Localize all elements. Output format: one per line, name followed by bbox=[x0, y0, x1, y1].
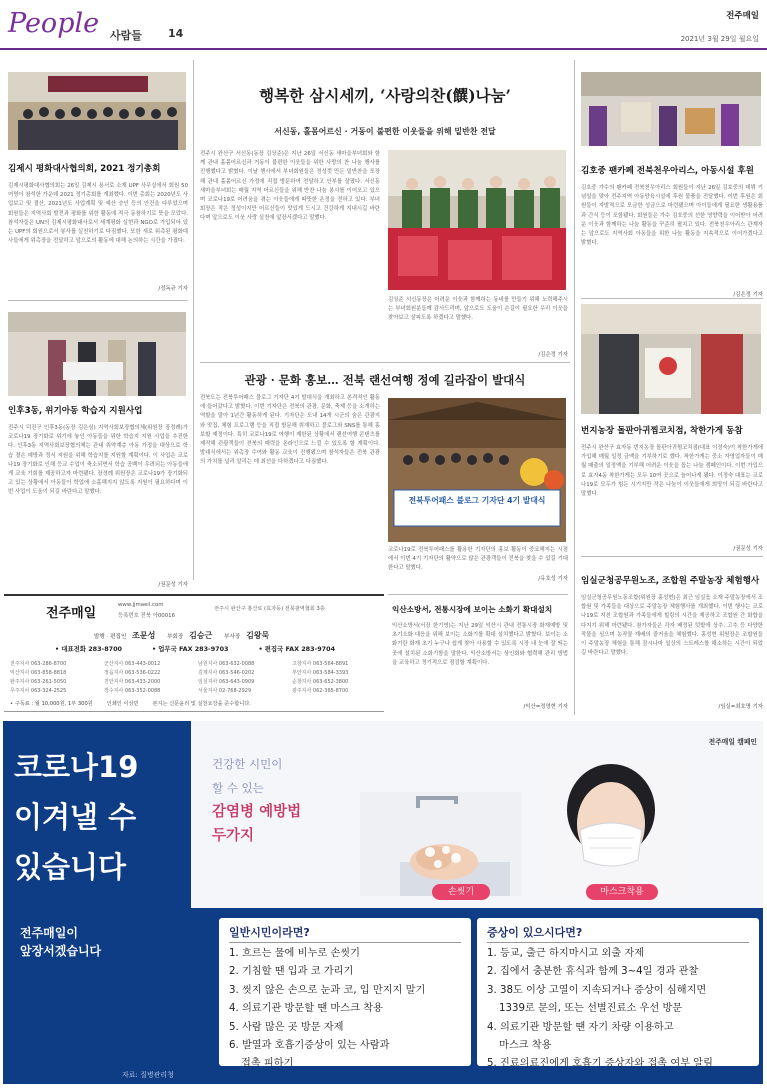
gimje-photo bbox=[8, 72, 186, 150]
box-symptoms-item: 마스크 착용 bbox=[499, 1040, 552, 1052]
handwash-icon bbox=[360, 792, 522, 896]
gimje-headline: 김제시 평화대사협의회, 2021 정기총회 bbox=[8, 164, 161, 174]
branch-contact: 임실지사 063-643-0909 bbox=[198, 679, 255, 685]
printer-info: 인쇄인 이상민 bbox=[106, 701, 139, 707]
branch-contact: 광주지사 062-365-8700 bbox=[292, 688, 349, 694]
branch-contact: 순창지사 063-652-3800 bbox=[292, 679, 349, 685]
section-title-en: People bbox=[8, 8, 100, 39]
ad-tagline-line: 앞장서겠습니다 bbox=[20, 944, 102, 958]
iksan-headline: 익산소방서, 전통시장에 보이는 소화기 확대설치 bbox=[392, 605, 553, 614]
main-subtitle: 서신동, 홀몸어르신 · 거동이 불편한 이웃들을 위해 밑반찬 전달 bbox=[274, 127, 496, 136]
box-general-item: 2. 기침할 땐 입과 코 가리기 bbox=[229, 966, 354, 978]
iksan-byline: /익산=정영현 기자 bbox=[523, 704, 568, 710]
main-body2: 김상준 서신동장은 어려운 이웃과 함께하는 동네를 만들기 위해 노력해주시는 부녀회원분들께 감사드리며, 앞으로도 도움이 손길이 필요한 우리 이웃을 찾아보고 살피도록 하겠다고 말했다. bbox=[388, 297, 568, 322]
inhu-byline: /권문성 기자 bbox=[158, 582, 188, 588]
page-number: 14 bbox=[168, 27, 184, 40]
inhu-body: 전주시 덕진구 인후3동(동장 김은심) 지역사회보장협의체(위원장 장정례)가 코로나19 장기화로 위기에 놓인 아동들을 위한 학습지 지원 사업을 추진한다. 인후3동 지역사회보장협의체는 관내 취약계층 아동 가정을 대상으로 학습 결손 예방과 정서 지원을 위해 학습지를 지원할 계획이다. 이 사업은 코로나19 장기화로 인해 등교 수업이 축소되면서 학습 공백이 우려되는 아동들에게 교육 기회를 제공하고자 마련됐다. 장정례 위원장은 코로나19가 장기화되고 있는 상황에서 아동들이 학업에 소홀해지지 않도록 지원이 필요하다며 이번 사업이 도움이 되길 바란다고 말했다. bbox=[8, 425, 188, 496]
group-photo bbox=[8, 72, 186, 150]
tour-photo bbox=[388, 398, 566, 542]
main-photo bbox=[388, 150, 566, 290]
banji-award-photo bbox=[581, 304, 761, 414]
donation-group-photo bbox=[581, 72, 761, 146]
ad-box-symptoms bbox=[477, 918, 759, 1070]
box-symptoms-item: 1339로 문의, 또는 선별진료소 우선 방문 bbox=[499, 1003, 683, 1015]
masthead-address: 전주시 완산구 홍산로 (효자동) 전북광역협회 3층 bbox=[214, 606, 325, 612]
box-symptoms-item: 5. 진료의료진에게 호흡기 증상자와 접촉 여부 알림 bbox=[487, 1058, 713, 1070]
box-general-title: 일반시민이라면? bbox=[229, 926, 310, 939]
ceremony-photo bbox=[8, 312, 186, 396]
box-general-item: 1. 흐르는 물에 비누로 손씻기 bbox=[229, 948, 360, 959]
dept-name: 김왕묵 bbox=[246, 631, 270, 640]
donation-body: 김호중 가수의 팬카페 전북천우아리스 회원들이 지난 26일 김호중의 데뷔 기념일을 맞아 전주지역 아동양육시설에 후원 물품을 전달했다. 이번 후원은 회원들이 자발적으로 모금한 성금으로 마련됐으며 아이들에게 필요한 생활용품과 간식 등이 포함됐다. 회원들은 가수 김호중의 선한 영향력을 이어받아 어려운 이웃과 함께하는 나눔 활동을 꾸준히 펼치고 있다. 전북천우아리스 관계자는 앞으로도 지역사회 아동들을 위한 나눔 활동을 지속적으로 이어가겠다고 밝혔다. bbox=[581, 185, 763, 247]
publisher-name: 조문성 bbox=[132, 631, 156, 640]
volunteers-photo bbox=[388, 150, 566, 290]
fax-business: • 업무국 FAX 283-9703 bbox=[151, 645, 229, 653]
tour-headline: 관광 · 문화 홍보… 전북 랜선여행 정예 길라잡이 발대식 bbox=[244, 373, 526, 387]
vice-label: 부회장 bbox=[167, 634, 184, 640]
tour-group-photo bbox=[388, 398, 566, 542]
inhu-headline: 인후3동, 위기아동 학습지 지원사업 bbox=[8, 406, 143, 416]
branch-contact: 익산지사 063-858-8818 bbox=[10, 670, 67, 676]
main-headline: 행복한 삼시세끼, ‘사랑의찬(饌)나눔’ bbox=[259, 86, 511, 105]
branch-contact: 장수지사 063-352-0088 bbox=[104, 688, 161, 694]
banji-headline: 번지농장 돌판아귀찜코치점, 착한가게 동참 bbox=[581, 426, 743, 436]
ad-intro-highlight: 두가지 bbox=[212, 828, 255, 844]
branch-contact: 김제지사 063-546-0202 bbox=[198, 670, 255, 676]
donation-byline: /김은정 기자 bbox=[733, 292, 763, 298]
donation-photo bbox=[581, 72, 761, 146]
branch-contact: 완주지사 063-261-5050 bbox=[10, 679, 67, 685]
box-general-item: 4. 의료기관 방문할 땐 마스크 착용 bbox=[229, 1003, 383, 1015]
fax-editorial: • 편집국 FAX 283-9704 bbox=[258, 645, 336, 653]
phone-main: • 대표전화 283-8700 bbox=[54, 645, 122, 653]
masthead-reg: 등록번호 전북 아00016 bbox=[118, 613, 176, 619]
box-general-item: 5. 사람 많은 곳 방문 자제 bbox=[229, 1021, 344, 1033]
mask-pill: 마스크착용 bbox=[586, 884, 658, 900]
tour-body: 전북도는 전북투어패스 블로그 기자단 4기 발대식을 개최하고 본격적인 활동에 들어갔다고 밝혔다. 이번 기자단은 전북의 관광, 문화, 축제 등을 소개하는 역할을 맡아 1년간 활동하게 된다. 기자단은 도내 14개 시군의 숨은 관광지와 맛집, 체험 프로그램 등을 직접 방문해 취재하고 블로그와 SNS를 통해 홍보할 예정이다. 특히 코로나19로 여행이 제한된 상황에서 랜선여행 콘텐츠를 제작해 관광객들이 전북의 매력을 온라인으로 느낄 수 있도록 할 계획이다. 발대식에서는 위촉장 수여와 활동 교육이 진행됐으며 참석자들은 전북 관광의 가치를 널리 알리는 데 최선을 다하겠다고 다짐했다. bbox=[200, 395, 380, 466]
branch-contact: 서울지사 02-768-2929 bbox=[198, 688, 252, 694]
paper-name: 전주매일 bbox=[726, 11, 759, 21]
box-symptoms-item: 4. 의료기관 방문할 땐 자기 차량 이용하고 bbox=[487, 1021, 674, 1033]
mask-woman-icon bbox=[536, 758, 686, 896]
inhu-photo bbox=[8, 312, 186, 396]
section-title-ko: 사람들 bbox=[110, 29, 142, 42]
branch-contact: 남원지사 063-632-0088 bbox=[198, 661, 255, 667]
dept-label: 부사장 bbox=[224, 634, 241, 640]
box-symptoms-item: 1. 등교, 출근 하지마시고 외출 자제 bbox=[487, 948, 645, 959]
ad-tagline-line: 전주매일이 bbox=[20, 926, 78, 940]
banji-photo bbox=[581, 304, 761, 414]
branch-contact: 진안지사 063-433-2000 bbox=[104, 679, 161, 685]
branch-contact: 부안지사 063-584-3393 bbox=[292, 670, 349, 676]
box-symptoms-item: 3. 38도 이상 고열이 지속되거나 증상이 심해지면 bbox=[487, 984, 707, 996]
issue-date: 2021년 3월 29일 월요일 bbox=[680, 35, 759, 43]
branch-contact: 전주지사 063-286-8700 bbox=[10, 661, 67, 667]
ad-box-general bbox=[219, 918, 471, 1070]
masthead-url: www.jjmaeil.com bbox=[118, 602, 164, 608]
branch-contact: 고창지사 063-564-8891 bbox=[292, 661, 349, 667]
banji-byline: /권문성 기자 bbox=[733, 546, 763, 552]
ad-big-title bbox=[14, 742, 186, 892]
ad-campaign-label: 전주매일 캠페인 bbox=[708, 738, 757, 746]
ad-title-line: 있습니다 bbox=[14, 850, 127, 884]
box-general-item: 접촉 피하기 bbox=[241, 1058, 294, 1070]
tour-body2: 코로나19로 전북투어패스를 활용한 기자단의 홍보 활동이 중요해지는 시점에서 이번 4기 기자단의 활약으로 많은 관광객들이 전북을 찾을 수 있길 기대한다고 말했다. bbox=[388, 547, 568, 572]
main-body: 전주시 완산구 서신동(동장 김상준)은 지난 26일 서신동 새마을부녀회와 함께 관내 홀몸어르신과 거동이 불편한 이웃들을 위한 사랑의 찬 나눔 행사를 진행했다고 밝혔다. 이날 행사에서 부녀회원들은 정성껏 만든 밑반찬을 포장해 관내 홀몸어르신 가정에 직접 방문하여 전달하고 안부를 살폈다. 서신동 새마을부녀회는 매월 지역 어르신들을 위해 반찬 나눔 봉사를 이어오고 있으며 코로나19로 어려움을 겪는 이웃들에게 따뜻한 온정을 전하고 있다. 부녀회장은 작은 정성이지만 어르신들이 맛있게 드시고 건강하게 지내시길 바란다며 앞으로도 이웃 사랑 실천에 앞장서겠다고 말했다. bbox=[200, 151, 380, 222]
masthead-logo: 전주매일 bbox=[46, 606, 97, 621]
union-byline: /임실=최호명 기자 bbox=[718, 704, 763, 710]
publisher-label: 발행 · 편집인 bbox=[94, 634, 127, 640]
handwash-pill: 손씻기 bbox=[432, 884, 490, 900]
mask-illustration bbox=[536, 758, 686, 896]
ad-intro-line: 건강한 시민이 bbox=[212, 757, 283, 771]
main-byline: /김은정 기자 bbox=[538, 352, 568, 358]
ad-intro-highlight: 감염병 예방법 bbox=[212, 804, 302, 820]
ad-source: 자료: 질병관리청 bbox=[122, 1071, 174, 1079]
box-symptoms-item: 2. 집에서 충분한 휴식과 함께 3~4일 경과 관찰 bbox=[487, 966, 699, 978]
box-general-item: 6. 발열과 호흡기증상이 있는 사람과 bbox=[229, 1040, 390, 1052]
ad-title-line: 이겨낼 수 bbox=[14, 800, 137, 834]
gimje-byline: /정독규 기자 bbox=[158, 286, 188, 292]
union-headline: 임실군청공무원노조, 조합원 주말농장 체험행사 bbox=[581, 576, 760, 586]
ad-title-line: 코로나19 bbox=[14, 750, 139, 784]
union-body: 임실군청공무원노동조합(위원장 홍성현)은 최근 임실읍 소재 주말농장에서 조합원 및 가족들을 대상으로 주말농장 체험행사를 개최했다. 이번 행사는 코로나19로 지친 조합원과 가족들에게 힐링의 시간을 제공하고 조합원 간 화합을 다지기 위해 마련됐다. 참가자들은 각자 배정된 텃밭에 상추, 고추 등 다양한 작물을 심으며 농작물 재배의 즐거움을 체험했다. 홍성현 위원장은 조합원들이 주말농장 체험을 통해 잠시나마 일상의 스트레스를 해소하는 시간이 되었길 바란다고 말했다. bbox=[581, 595, 763, 657]
gimje-body: 김제시평화대사협의회는 26일 김제시 용서로 소재 UPF 사무실에서 회원 50여명이 참석한 가운데 2021 정기총회를 개최했다. 이번 총회는 2020년도 사업보고 및 결산, 2021년도 사업계획 및 예산 승인 등의 안건을 다루었으며 회원들은 지역사회 발전과 평화를 위한 활동에 적극 동참하기로 뜻을 모았다. 참석자들은 UN의 김제시평화대사로서 세계평화 실현과 NGO로 가입되어 있는 UPF의 회원으로서 봉사를 실천하기로 다짐했다. 또한 새로 위촉된 평화대사들에게 위촉장을 전달하고 앞으로의 활동에 대해 논의하는 시간을 가졌다. bbox=[8, 183, 188, 245]
ad-intro-line: 할 수 있는 bbox=[212, 781, 264, 795]
branch-contact: 무주지사 063-324-2525 bbox=[10, 688, 67, 694]
handwash-illustration bbox=[360, 792, 522, 896]
subscription-info: • 구독료 : 월 10,000원, 1부 300원 bbox=[10, 701, 93, 707]
tour-byline: /유호성 기자 bbox=[538, 576, 568, 582]
branch-contact: 군산지사 063-443-0012 bbox=[104, 661, 161, 667]
box-general-item: 3. 씻지 않은 손으로 눈과 코, 입 만지지 말기 bbox=[229, 984, 426, 996]
donation-headline: 김호중 팬카페 전북천우아리스, 아동시설 후원 bbox=[581, 166, 754, 176]
box-symptoms-title: 증상이 있으시다면? bbox=[487, 926, 583, 939]
ad-tagline bbox=[20, 924, 101, 960]
iksan-body: 익산소방서(서장 한기영)는 지난 29일 익산시 관내 전통시장 화재예방 및 초기소화 대응을 위해 보이는 소화기를 확대 설치했다고 밝혔다. 보이는 소화기란 화재 초기 누구나 쉽게 찾아 사용할 수 있도록 시장 내 눈에 잘 띄는 곳에 설치된 소화기함을 말한다. 익산소방서는 상인회와 협력해 관리 방법을 교육하고 정기적으로 점검할 계획이다. bbox=[392, 623, 568, 666]
branch-contact: 정읍지사 063-536-0222 bbox=[104, 670, 161, 676]
vice-name: 김승근 bbox=[189, 631, 213, 640]
tour-banner-text: 전북투어패스 블로그 기자단 4기 발대식 bbox=[408, 496, 546, 505]
banji-body: 전주시 완산구 효자동 번지농장 돌판아귀찜코치점(대표 이정숙)이 착한가게에 가입해 매월 일정 금액을 기부하기로 했다. 착한가게는 중소 자영업자들이 매월 매출의 일정액을 기부해 어려운 이웃을 돕는 나눔 캠페인이다. 이번 가입으로 효자4동 착한가게는 모두 10여 곳으로 늘어나게 됐다. 이정숙 대표는 코로나19로 모두가 힘든 시기지만 작은 나눔이 이웃들에게 희망이 되길 바란다고 말했다. bbox=[581, 445, 763, 498]
branch-contacts bbox=[10, 660, 380, 694]
ethics-notice: 본지는 신문윤리 및 실천요강을 준수합니다. bbox=[152, 701, 251, 707]
